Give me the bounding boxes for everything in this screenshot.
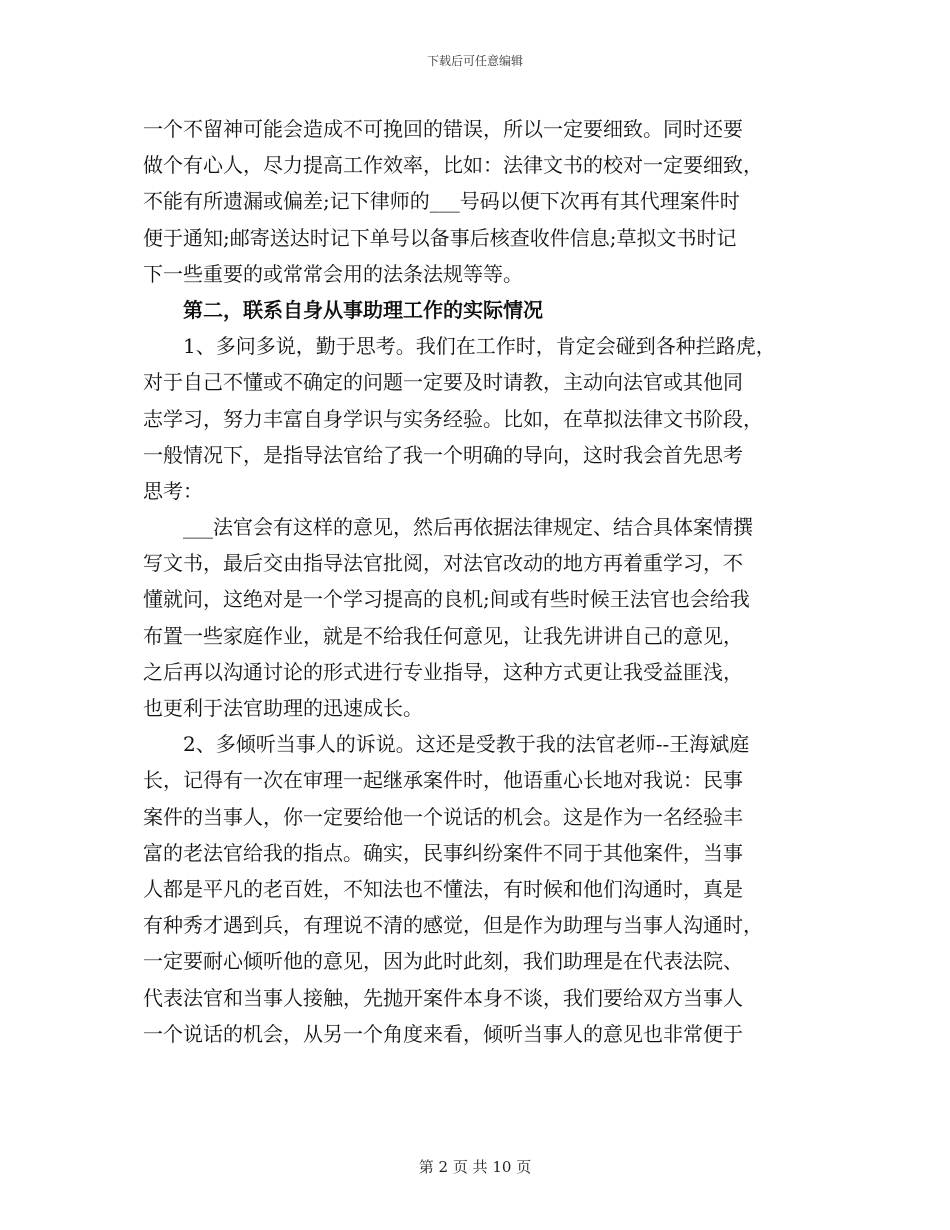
text-line: 做个有心人，尽力提高工作效率，比如：法律文书的校对一定要细致， [143, 153, 763, 178]
text-line: 志学习，努力丰富自身学识与实务经验。比如，在草拟法律文书阶段， [143, 406, 763, 431]
text-line: 也更利于法官助理的迅速成长。 [143, 696, 423, 720]
text-line: 之后再以沟通讨论的形式进行专业指导，这种方式更让我受益匪浅， [143, 659, 743, 684]
section-heading: 第二，联系自身从事助理工作的实际情况 [143, 297, 543, 322]
text-line: ___法官会有这样的意见，然后再依据法律规定、结合具体案情撰 [143, 515, 753, 540]
text-line: 1、多问多说，勤于思考。我们在工作时，肯定会碰到各种拦路虎， [143, 334, 776, 359]
text-line: 对于自己不懂或不确定的问题一定要及时请教，主动向法官或其他同 [143, 370, 743, 395]
text-line: 一个不留神可能会造成不可挽回的错误，所以一定要细致。同时还要 [143, 117, 743, 141]
text-line: 一定要耐心倾听他的意见，因为此时此刻，我们助理是在代表法院、 [143, 949, 743, 974]
text-line: 2、多倾听当事人的诉说。这还是受教于我的法官老师--王海斌庭 [143, 732, 750, 757]
page-number-footer: 第 2 页 共 10 页 [418, 1158, 532, 1176]
text-line: 富的老法官给我的指点。确实，民事纠纷案件不同于其他案件，当事 [143, 840, 743, 865]
text-line: 案件的当事人，你一定要给他一个说话的机会。这是作为一名经验丰 [143, 804, 743, 829]
text-line: 长，记得有一次在审理一起继承案件时，他语重心长地对我说：民事 [143, 768, 743, 793]
text-line: 有种秀才遇到兵，有理说不清的感觉，但是作为助理与当事人沟通时， [143, 913, 763, 938]
page-header: 下载后可任意编辑 [426, 54, 523, 68]
text-line: 便于通知;邮寄送达时记下单号以备事后核查收件信息;草拟文书时记 [143, 225, 737, 250]
text-line: 布置一些家庭作业，就是不给我任何意见，让我先讲讲自己的意见， [143, 623, 743, 648]
text-line: 懂就问，这绝对是一个学习提高的良机;间或有些时候王法官也会给我 [143, 587, 750, 612]
text-line: 一个说话的机会，从另一个角度来看，倾听当事人的意见也非常便于 [143, 1021, 743, 1046]
text-line: 代表法官和当事人接触，先抛开案件本身不谈，我们要给双方当事人 [143, 985, 743, 1010]
text-line: 下一些重要的或常常会用的法条法规等等。 [143, 261, 523, 286]
document-body [143, 111, 823, 1052]
text-line: 思考： [143, 478, 203, 503]
text-line: 人都是平凡的老百姓，不知法也不懂法，有时候和他们沟通时，真是 [143, 876, 743, 901]
text-line: 一般情况下，是指导法官给了我一个明确的导向，这时我会首先思考 [143, 442, 743, 467]
text-line: 写文书，最后交由指导法官批阅，对法官改动的地方再着重学习，不 [143, 551, 743, 576]
text-line: 不能有所遗漏或偏差;记下律师的___号码以便下次再有其代理案件时 [143, 189, 740, 214]
